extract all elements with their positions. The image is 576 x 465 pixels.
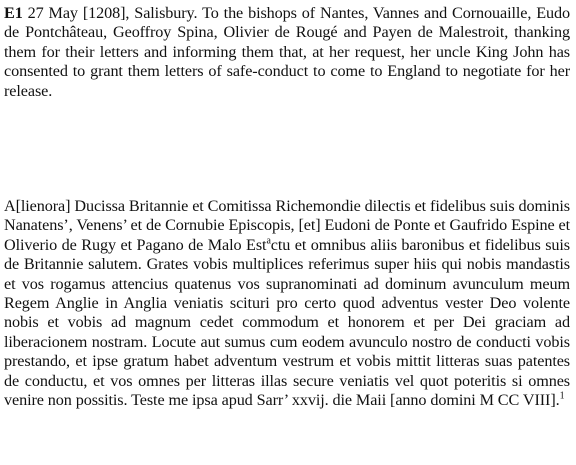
entry-reference: E1 <box>4 4 23 22</box>
entry-summary <box>4 4 570 101</box>
latin-text <box>4 197 570 410</box>
superscript-a: a <box>266 235 271 247</box>
latin-text-part-2: ctu et omnibus aliis baronibus et fidelibus suis de Britannie salutem. Grates vobis multiplices referimus super hiis qui nobis mandastis et vos rogamus attencius quatenus vos supranominati ad dominum avunculum meum Regem Anglie in Anglia veniatis scituri pro certo quod adventus vester Deo volente nobis et vobis ad magnum cedet commodum et honorem et per Dei graciam ad liberacionem nostram. Locute aut sumus cum eodem avunculo nostro de conducti vobis prestando, et ipse gratum habet adventum vestrum et vobis mittit litteras suas patentes de conductu, et vos omnes per litteras illas secure veniatis vel quot poteritis si omnes venire non possitis. Teste me ipsa apud Sarr’ xxvij. die Maii [anno domini M CC VIII]. <box>4 235 570 410</box>
latin-text-part-1: A[lienora] Ducissa Britannie et Comitissa Richemondie dilectis et fidelibus suis dominis Nanatens’, Venens’ et de Cornubie Episcopis, [et] Eudoni de Ponte et Gaufrido Espine et Oliverio de Rugy et Pagano de Malo Est <box>4 197 570 254</box>
footnote-marker: 1 <box>559 390 565 402</box>
entry-summary-text: 27 May [1208], Salisbury. To the bishops of Nantes, Vannes and Cornouaille, Eudo de Pontchâteau, Geoffroy Spina, Olivier de Rougé and Payen de Malestroit, thanking them for their letters and informing them that, at her request, her uncle King John has consented to grant them letters of safe-conduct to come to England to negotiate for her release. <box>4 4 570 100</box>
